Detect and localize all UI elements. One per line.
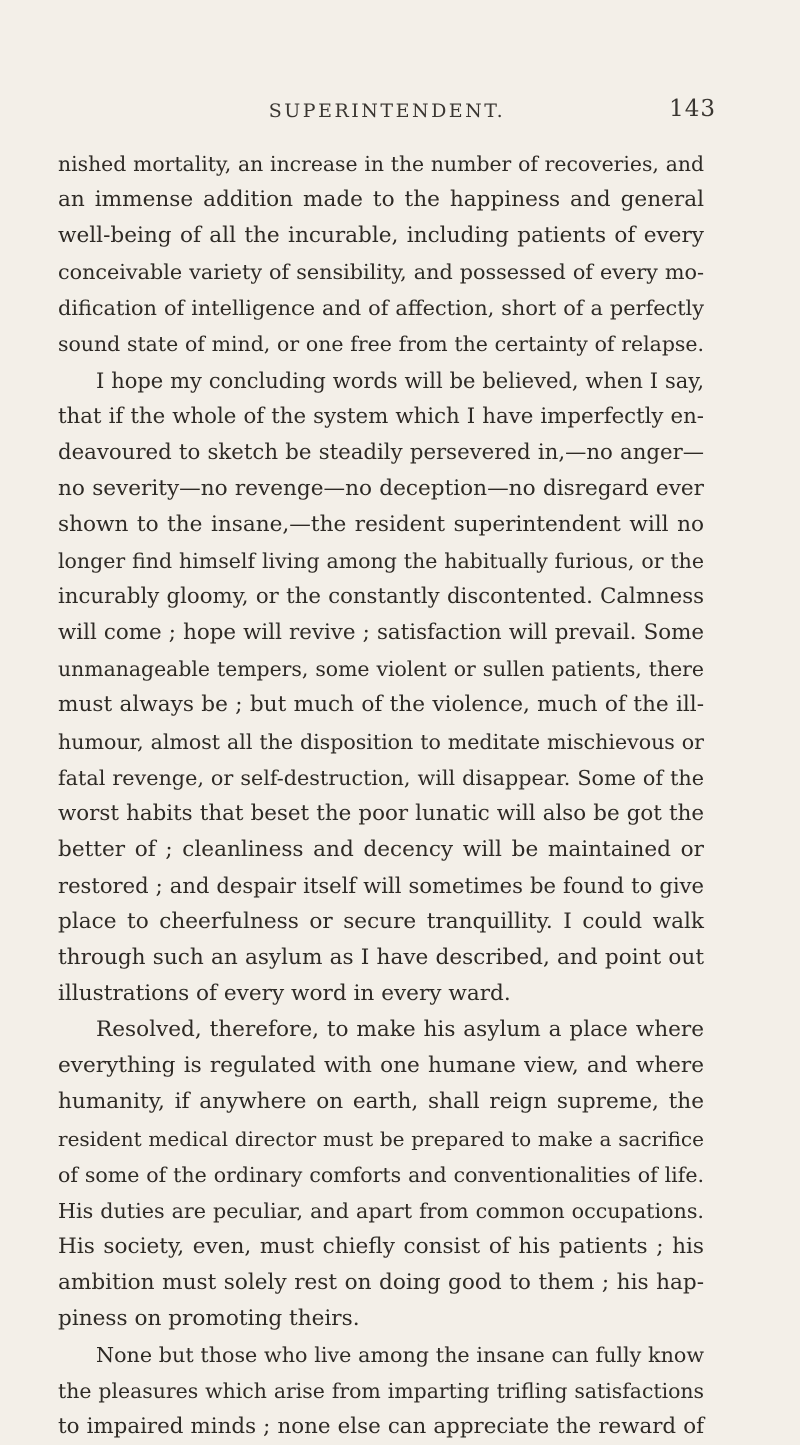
- text-line: humour, almost all the disposition to meditate mischievous or: [58, 729, 704, 754]
- text-line: dification of intelligence and of affection, short of a perfectly: [58, 296, 704, 321]
- paragraph-3: [58, 1012, 704, 1337]
- page-number: 143: [669, 96, 716, 122]
- paragraph-2: [58, 363, 704, 1013]
- text-line: will come ; hope will revive ; satisfaction will prevail. Some: [58, 620, 704, 646]
- text-line: incurably gloomy, or the constantly discontented. Calmness: [58, 584, 704, 610]
- text-line: well-being of all the incurable, including patients of every: [58, 223, 704, 249]
- text-line: His duties are peculiar, and apart from common occupations.: [58, 1198, 704, 1223]
- text-line: everything is regulated with one humane view, and where: [58, 1053, 704, 1079]
- text-line: fatal revenge, or self-destruction, will disappear. Some of the: [58, 765, 704, 790]
- text-line: Resolved, therefore, to make his asylum a place where: [96, 1017, 704, 1043]
- text-line: shown to the insane,—the resident superintendent will no: [58, 511, 704, 537]
- text-line: sound state of mind, or one free from the certainty of relapse.: [58, 332, 704, 357]
- running-head-title: SUPERINTENDENT.: [268, 100, 506, 122]
- text-line: nished mortality, an increase in the number of recoveries, and: [58, 152, 704, 176]
- text-line: humanity, if anywhere on earth, shall reign supreme, the: [58, 1089, 704, 1115]
- text-line: ambition must solely rest on doing good to them ; his hap-: [58, 1269, 704, 1295]
- text-line: None but those who live among the insane can fully know: [96, 1343, 704, 1368]
- text-line: must always be ; but much of the violence, much of the ill-: [58, 692, 704, 718]
- text-line: worst habits that beset the poor lunatic will also be got the: [58, 800, 704, 826]
- text-line: longer find himself living among the habitually furious, or the: [58, 549, 704, 574]
- running-head: [58, 96, 716, 130]
- text-line: I hope my concluding words will be believed, when I say,: [96, 368, 704, 393]
- text-line: conceivable variety of sensibility, and possessed of every mo-: [58, 260, 704, 285]
- text-line: the pleasures which arise from imparting trifling satisfactions: [58, 1379, 704, 1404]
- text-line: to impaired minds ; none else can appreciate the reward of: [58, 1414, 704, 1440]
- text-line: restored ; and despair itself will sometimes be found to give: [58, 872, 704, 898]
- text-line: illustrations of every word in every ward.: [58, 981, 511, 1007]
- text-line: that if the whole of the system which I have imperfectly en-: [58, 403, 704, 429]
- body-text: [58, 146, 704, 1445]
- text-line: no severity—no revenge—no deception—no disregard ever: [58, 475, 704, 501]
- paragraph-4: [58, 1337, 704, 1445]
- text-line: of some of the ordinary comforts and conventionalities of life.: [58, 1162, 704, 1187]
- text-line: place to cheerfulness or secure tranquillity. I could walk: [58, 908, 704, 934]
- text-line: deavoured to sketch be steadily persevered in,—no anger—: [58, 439, 704, 465]
- paragraph-1: [58, 146, 704, 363]
- text-line: His society, even, must chiefly consist of his patients ; his: [58, 1233, 704, 1259]
- text-line: piness on promoting theirs.: [58, 1306, 360, 1331]
- text-line: an immense addition made to the happiness and general: [58, 187, 704, 213]
- text-line: unmanageable tempers, some violent or sullen patients, there: [58, 657, 704, 682]
- text-line: resident medical director must be prepared to make a sacrifice: [58, 1126, 704, 1151]
- text-line: better of ; cleanliness and decency will be maintained or: [58, 836, 704, 862]
- text-line: through such an asylum as I have described, and point out: [58, 945, 704, 971]
